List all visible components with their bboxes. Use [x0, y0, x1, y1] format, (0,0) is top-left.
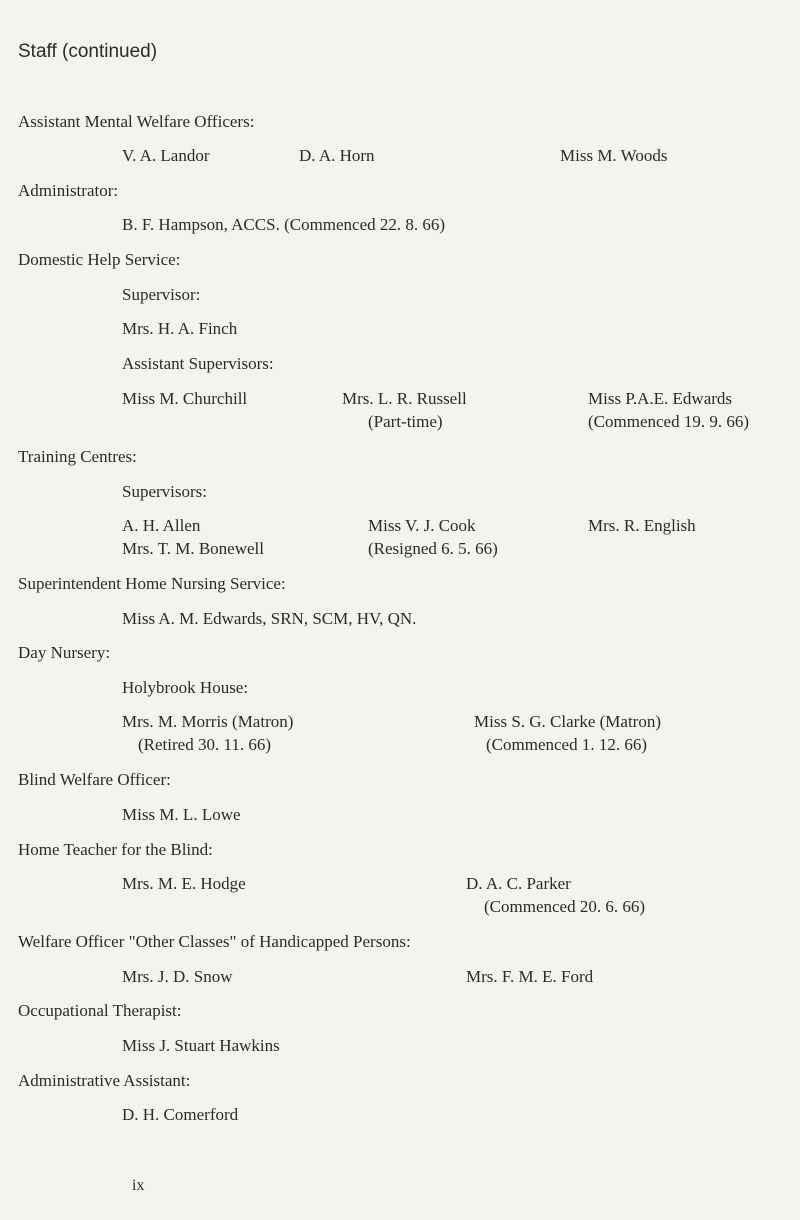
section-heading-blind-welfare: Blind Welfare Officer: [18, 770, 171, 789]
staff-note: (Commenced 1. 12. 66) [486, 735, 647, 754]
subheading-supervisor: Supervisor: [122, 285, 201, 304]
staff-name: D. A. Horn [299, 146, 375, 165]
staff-line: B. F. Hampson, ACCS. (Commenced 22. 8. 66) [122, 215, 446, 234]
staff-name: Miss M. Churchill [122, 389, 248, 408]
section-heading-admin-assistant: Administrative Assistant: [18, 1071, 191, 1090]
staff-line: Miss M. L. Lowe [122, 805, 241, 824]
staff-name: Mrs. H. A. Finch [122, 319, 238, 338]
staff-name: V. A. Landor [122, 146, 210, 165]
section-heading-welfare-other: Welfare Officer "Other Classes" of Handicapped Persons: [18, 932, 411, 951]
staff-note: (Commenced 19. 9. 66) [588, 412, 749, 431]
staff-name: A. H. Allen [122, 516, 201, 535]
staff-name: Miss S. G. Clarke (Matron) [474, 712, 661, 731]
section-heading-domestic-help: Domestic Help Service: [18, 250, 181, 269]
staff-name: Miss P.A.E. Edwards [588, 389, 733, 408]
section-heading-day-nursery: Day Nursery: [18, 643, 111, 662]
subheading-supervisors: Supervisors: [122, 482, 207, 501]
staff-name: Mrs. M. E. Hodge [122, 874, 246, 893]
page-number: ix [132, 1177, 145, 1194]
staff-note: (Commenced 20. 6. 66) [484, 897, 645, 916]
section-heading-administrator: Administrator: [18, 181, 119, 200]
staff-name: Mrs. L. R. Russell [342, 389, 467, 408]
staff-note: (Resigned 6. 5. 66) [368, 539, 498, 558]
staff-name: Mrs. F. M. E. Ford [466, 967, 594, 986]
staff-note: (Retired 30. 11. 66) [138, 735, 271, 754]
staff-name: Mrs. T. M. Bonewell [122, 539, 264, 558]
staff-name: Mrs. M. Morris (Matron) [122, 712, 294, 731]
section-heading-mental-welfare: Assistant Mental Welfare Officers: [18, 112, 255, 131]
staff-line: Miss J. Stuart Hawkins [122, 1036, 280, 1055]
staff-name: Mrs. J. D. Snow [122, 967, 233, 986]
staff-line: D. H. Comerford [122, 1105, 239, 1124]
subheading-assistant-supervisors: Assistant Supervisors: [122, 354, 274, 373]
staff-note: (Part-time) [368, 412, 443, 431]
staff-name: D. A. C. Parker [466, 874, 571, 893]
page-title: Staff (continued) [18, 41, 158, 62]
staff-name: Mrs. R. English [588, 516, 696, 535]
staff-line: Miss A. M. Edwards, SRN, SCM, HV, QN. [122, 609, 417, 628]
subheading-holybrook-house: Holybrook House: [122, 678, 249, 697]
section-heading-home-nursing: Superintendent Home Nursing Service: [18, 574, 286, 593]
section-heading-training-centres: Training Centres: [18, 447, 137, 466]
staff-name: Miss V. J. Cook [368, 516, 476, 535]
staff-name: Miss M. Woods [560, 146, 668, 165]
section-heading-occupational: Occupational Therapist: [18, 1001, 182, 1020]
section-heading-home-teacher: Home Teacher for the Blind: [18, 840, 213, 859]
